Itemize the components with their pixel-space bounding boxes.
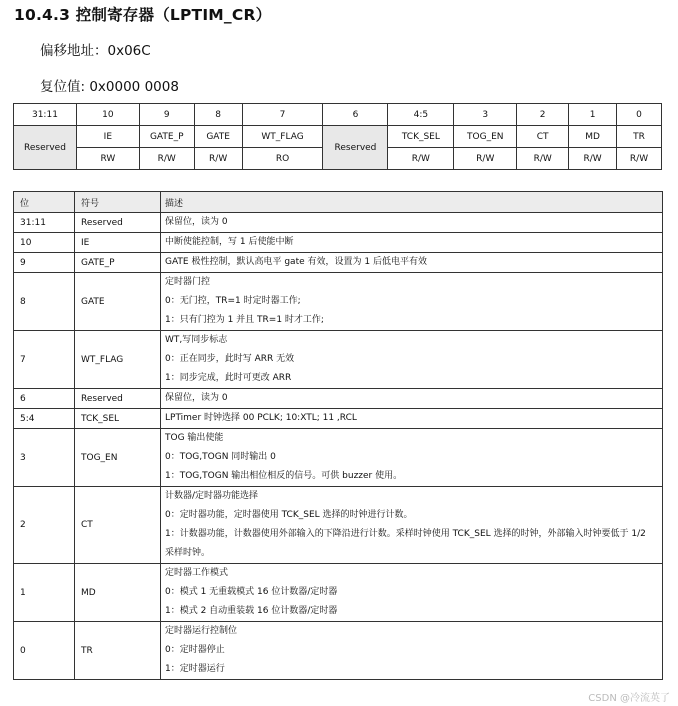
description-row	[14, 233, 663, 253]
description-line: 保留位，读为 0	[165, 393, 228, 403]
description-line: 0：TOG,TOGN 同时输出 0	[165, 452, 276, 462]
row-bit: 2	[14, 487, 75, 564]
row-bit: 7	[14, 331, 75, 389]
field-name: TCK_SEL	[388, 126, 454, 148]
description-header-row	[14, 192, 663, 213]
description-row	[14, 331, 663, 389]
bit-number: 3	[454, 104, 517, 126]
row-symbol: TOG_EN	[75, 429, 161, 487]
bit-number-row	[14, 104, 662, 126]
access-type: R/W	[388, 148, 454, 170]
bit-number: 1	[569, 104, 617, 126]
description-line: WT,写同步标志	[165, 335, 228, 345]
description-line: 1：只有门控为 1 并且 TR=1 时才工作;	[165, 315, 324, 325]
description-row	[14, 253, 663, 273]
access-type: R/W	[194, 148, 242, 170]
row-description	[161, 409, 663, 429]
row-bit: 5:4	[14, 409, 75, 429]
access-type: R/W	[569, 148, 617, 170]
field-name: TR	[617, 126, 662, 148]
row-symbol: MD	[75, 564, 161, 622]
row-symbol: Reserved	[75, 213, 161, 233]
description-row	[14, 429, 663, 487]
description-line: 计数器/定时器功能选择	[165, 491, 259, 501]
row-symbol: Reserved	[75, 389, 161, 409]
offset-address: 偏移地址：0x06C	[40, 43, 151, 59]
access-type: R/W	[454, 148, 517, 170]
row-description	[161, 273, 663, 331]
description-line: 0：模式 1 无重载模式 16 位计数器/定时器	[165, 587, 338, 597]
description-line: 0：正在同步，此时写 ARR 无效	[165, 354, 295, 364]
description-row	[14, 213, 663, 233]
description-line: 1：定时器运行	[165, 664, 225, 674]
access-type: R/W	[617, 148, 662, 170]
reset-value: 复位值: 0x0000 0008	[40, 79, 179, 95]
row-description	[161, 564, 663, 622]
header-description: 描述	[161, 192, 663, 213]
row-symbol: WT_FLAG	[75, 331, 161, 389]
access-type: R/W	[517, 148, 569, 170]
register-bitmap-table	[13, 103, 662, 170]
row-symbol: TCK_SEL	[75, 409, 161, 429]
field-name: GATE_P	[139, 126, 194, 148]
access-type: RW	[76, 148, 139, 170]
row-bit: 8	[14, 273, 75, 331]
bit-number: 7	[242, 104, 323, 126]
description-line: 1：同步完成，此时可更改 ARR	[165, 373, 292, 383]
description-row	[14, 622, 663, 680]
row-symbol: CT	[75, 487, 161, 564]
bit-number: 4:5	[388, 104, 454, 126]
row-bit: 6	[14, 389, 75, 409]
row-bit: 0	[14, 622, 75, 680]
row-symbol: GATE_P	[75, 253, 161, 273]
field-name: IE	[76, 126, 139, 148]
description-line: 定时器工作模式	[165, 568, 229, 578]
field-name: TOG_EN	[454, 126, 517, 148]
row-bit: 1	[14, 564, 75, 622]
row-bit: 10	[14, 233, 75, 253]
row-symbol: IE	[75, 233, 161, 253]
description-line: 保留位，读为 0	[165, 217, 228, 227]
description-row	[14, 389, 663, 409]
bit-description-table	[13, 191, 663, 680]
header-bit: 位	[14, 192, 75, 213]
row-description	[161, 389, 663, 409]
row-description	[161, 213, 663, 233]
bit-number: 10	[76, 104, 139, 126]
field-name: GATE	[194, 126, 242, 148]
description-line: 0：定时器功能，定时器使用 TCK_SEL 选择的时钟进行计数。	[165, 510, 413, 520]
row-description	[161, 253, 663, 273]
row-bit: 9	[14, 253, 75, 273]
bit-number: 8	[194, 104, 242, 126]
bit-number: 2	[517, 104, 569, 126]
field-name-row	[14, 126, 662, 148]
field-name: CT	[517, 126, 569, 148]
description-line: 0：无门控，TR=1 时定时器工作;	[165, 296, 301, 306]
bit-number: 9	[139, 104, 194, 126]
row-symbol: GATE	[75, 273, 161, 331]
description-row	[14, 409, 663, 429]
bit-number: 0	[617, 104, 662, 126]
row-bit: 3	[14, 429, 75, 487]
field-name: Reserved	[323, 126, 388, 170]
watermark: CSDN @冷流英了	[588, 693, 670, 704]
description-line: GATE 极性控制，默认高电平 gate 有效，设置为 1 后低电平有效	[165, 257, 427, 267]
row-description	[161, 429, 663, 487]
access-type: RO	[242, 148, 323, 170]
description-line: 定时器门控	[165, 277, 211, 287]
description-line: TOG 输出使能	[165, 433, 224, 443]
bit-number: 6	[323, 104, 388, 126]
description-line: 中断使能控制，写 1 后使能中断	[165, 237, 294, 247]
bit-number: 31:11	[14, 104, 77, 126]
row-bit: 31:11	[14, 213, 75, 233]
row-description	[161, 487, 663, 564]
description-line: 0：定时器停止	[165, 645, 225, 655]
field-name: MD	[569, 126, 617, 148]
description-line: 1：模式 2 自动重装载 16 位计数器/定时器	[165, 606, 338, 616]
field-name: WT_FLAG	[242, 126, 323, 148]
section-heading: 10.4.3 控制寄存器（LPTIM_CR）	[14, 6, 272, 24]
description-line: 1：TOG,TOGN 输出相位相反的信号。可供 buzzer 使用。	[165, 471, 403, 481]
row-description	[161, 233, 663, 253]
field-name: Reserved	[14, 126, 77, 170]
description-line: 定时器运行控制位	[165, 626, 238, 636]
description-line: 1：计数器功能，计数器使用外部输入的下降沿进行计数。采样时钟使用 TCK_SEL 选择的时钟，外部输入时钟要低于 1/2 采样时钟。	[165, 529, 646, 558]
access-type: R/W	[139, 148, 194, 170]
header-symbol: 符号	[75, 192, 161, 213]
description-row	[14, 273, 663, 331]
description-line: LPTimer 时钟选择 00 PCLK; 10:XTL; 11 ,RCL	[165, 413, 357, 423]
description-row	[14, 564, 663, 622]
description-row	[14, 487, 663, 564]
row-symbol: TR	[75, 622, 161, 680]
row-description	[161, 622, 663, 680]
row-description	[161, 331, 663, 389]
